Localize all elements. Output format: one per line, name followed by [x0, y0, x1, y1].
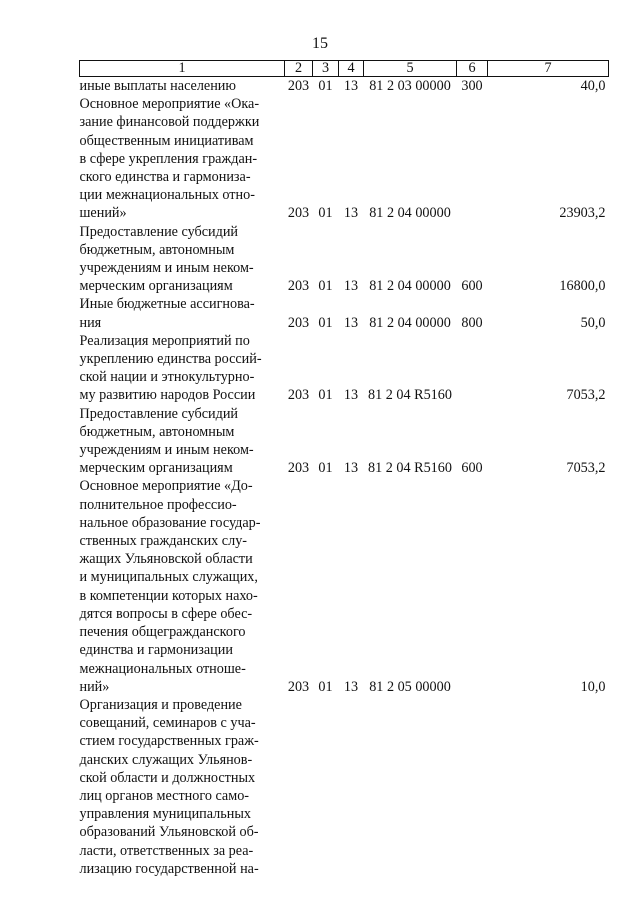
row-name [80, 295, 285, 331]
cell-amount: 50,0 [580, 314, 606, 331]
row-name-line: иные выплаты населению [79, 78, 236, 94]
cell-article-code: 13 [343, 205, 359, 222]
cell-section-code: 203 [287, 78, 310, 94]
row-name-line: укреплению единства россий- [79, 351, 262, 368]
row-name-line: нальное образование государ- [79, 514, 261, 531]
row-name [80, 477, 285, 695]
table-row [80, 332, 609, 405]
row-name-line: стием государственных граж- [79, 733, 259, 750]
row-name-line: ции межнациональных отно- [79, 187, 255, 204]
row-name-line: печения общегражданского [79, 624, 246, 641]
row-name-line: учреждениям и иным неком- [79, 260, 254, 277]
cell-expense-type: 600 [461, 460, 483, 477]
row-name-line: лиц органов местного само- [79, 787, 250, 804]
row-name-line: учреждениям и иным неком- [79, 442, 254, 459]
cell-target-code: 81 2 05 00000 [369, 678, 451, 695]
cell-expense-type: 600 [461, 278, 483, 295]
row-name [80, 405, 285, 478]
cell-section-code: 203 [287, 205, 310, 222]
row-name-line: общественным инициативам [79, 132, 254, 149]
cell-expense-type [457, 332, 488, 405]
cell-expense-type: 300 [461, 78, 483, 94]
table-row [80, 405, 609, 478]
row-name-line: ния [79, 314, 102, 331]
cell-target-code [364, 696, 457, 878]
header-col-4: 4 [339, 61, 364, 77]
cell-article-code: 13 [343, 460, 359, 477]
cell-amount: 7053,2 [566, 460, 606, 477]
row-name-line: межнациональных отноше- [79, 660, 246, 677]
row-name-line: ской нации и этнокультурно- [79, 369, 255, 386]
cell-subsection-code: 01 [318, 278, 333, 295]
cell-section-code [285, 696, 313, 878]
cell-amount: 10,0 [580, 678, 606, 695]
cell-subsection-code: 01 [318, 678, 333, 695]
header-col-1: 1 [80, 61, 285, 77]
table-row [80, 477, 609, 695]
cell-amount [488, 696, 609, 878]
row-name-line: единства и гармонизации [79, 642, 233, 659]
cell-article-code: 13 [343, 314, 359, 331]
row-name [80, 696, 285, 878]
cell-subsection-code: 01 [318, 460, 333, 477]
cell-section-code: 203 [287, 460, 310, 477]
row-name-line: Основное мероприятие «До- [79, 478, 253, 495]
row-name-line: в сфере укрепления граждан- [79, 150, 258, 167]
row-name-line: лизацию государственной на- [79, 860, 259, 877]
cell-expense-type [457, 477, 488, 695]
cell-section-code: 203 [287, 678, 310, 695]
row-name [80, 95, 285, 222]
row-name-line: ского единства и гармониза- [79, 169, 251, 186]
cell-article-code: 13 [343, 387, 359, 404]
row-name-line: зание финансовой поддержки [79, 114, 260, 131]
cell-expense-type [457, 95, 488, 222]
row-name-line: Предоставление субсидий [79, 405, 239, 422]
cell-article-code: 13 [343, 278, 359, 295]
cell-target-code: 81 2 04 00000 [369, 278, 451, 295]
row-name-line: бюджетным, автономным [79, 241, 235, 258]
cell-amount: 40,0 [580, 78, 606, 94]
row-name-line: ний» [79, 678, 110, 695]
cell-section-code: 203 [287, 278, 310, 295]
row-name-line: в компетенции которых нахо- [79, 587, 258, 604]
row-name-line: дятся вопросы в сфере обес- [79, 605, 253, 622]
row-name-line: ласти, ответственных за реа- [79, 842, 254, 859]
row-name-line: Организация и проведение [79, 696, 242, 713]
row-name-line: мерческим организациям [79, 460, 233, 477]
cell-amount: 16800,0 [559, 278, 606, 295]
cell-expense-type: 800 [461, 314, 483, 331]
header-col-7: 7 [488, 61, 609, 77]
cell-article-code: 13 [343, 678, 359, 695]
cell-article-code: 13 [343, 78, 359, 94]
cell-amount: 7053,2 [566, 387, 606, 404]
table-body [80, 77, 609, 878]
row-name-line: Предоставление субсидий [79, 223, 239, 240]
row-name-line: данских служащих Ульянов- [79, 751, 253, 768]
row-name [80, 332, 285, 405]
cell-section-code: 203 [287, 387, 310, 404]
table-header [80, 61, 609, 77]
cell-target-code: 81 2 04 R5160 [368, 387, 452, 404]
row-name-line: шений» [79, 205, 127, 222]
row-name-line: мерческим организациям [79, 278, 233, 295]
table-row [80, 95, 609, 222]
row-name-line: му развитию народов России [79, 387, 256, 404]
table-row [80, 696, 609, 878]
row-name-line: ской области и должностных [79, 769, 256, 786]
header-col-5: 5 [364, 61, 457, 77]
table-row [80, 295, 609, 331]
header-col-2: 2 [285, 61, 313, 77]
row-name-line: Основное мероприятие «Ока- [79, 96, 260, 113]
row-name-line: полнительное профессио- [79, 496, 237, 513]
cell-target-code: 81 2 03 00000 [369, 78, 451, 94]
row-name-line: образований Ульяновской об- [79, 824, 259, 841]
row-name-line: бюджетным, автономным [79, 423, 235, 440]
cell-expense-type [457, 696, 488, 878]
cell-subsection-code [313, 696, 339, 878]
table-row [80, 77, 609, 96]
row-name-line: ственных гражданских слу- [79, 533, 248, 550]
header-col-3: 3 [313, 61, 339, 77]
cell-section-code: 203 [287, 314, 310, 331]
row-name-line: Иные бюджетные ассигнова- [79, 296, 255, 313]
row-name-line: совещаний, семинаров с уча- [79, 715, 256, 732]
page-number: 15 [312, 35, 328, 52]
cell-article-code [339, 696, 364, 878]
row-name-line: управления муниципальных [79, 806, 251, 823]
row-name-line: Реализация мероприятий по [79, 332, 250, 349]
row-name-line: и муниципальных служащих, [79, 569, 258, 586]
cell-target-code: 81 2 04 R5160 [368, 460, 452, 477]
cell-subsection-code: 01 [318, 314, 333, 331]
cell-subsection-code: 01 [318, 387, 333, 404]
table-row [80, 223, 609, 296]
budget-table [79, 60, 609, 878]
header-col-6: 6 [457, 61, 488, 77]
cell-amount: 23903,2 [559, 205, 606, 222]
row-name [80, 77, 285, 96]
cell-target-code: 81 2 04 00000 [369, 314, 451, 331]
header-row [80, 61, 609, 77]
row-name [80, 223, 285, 296]
cell-subsection-code: 01 [318, 205, 333, 222]
row-name-line: жащих Ульяновской области [79, 551, 253, 568]
cell-target-code: 81 2 04 00000 [369, 205, 451, 222]
cell-subsection-code: 01 [318, 78, 333, 94]
